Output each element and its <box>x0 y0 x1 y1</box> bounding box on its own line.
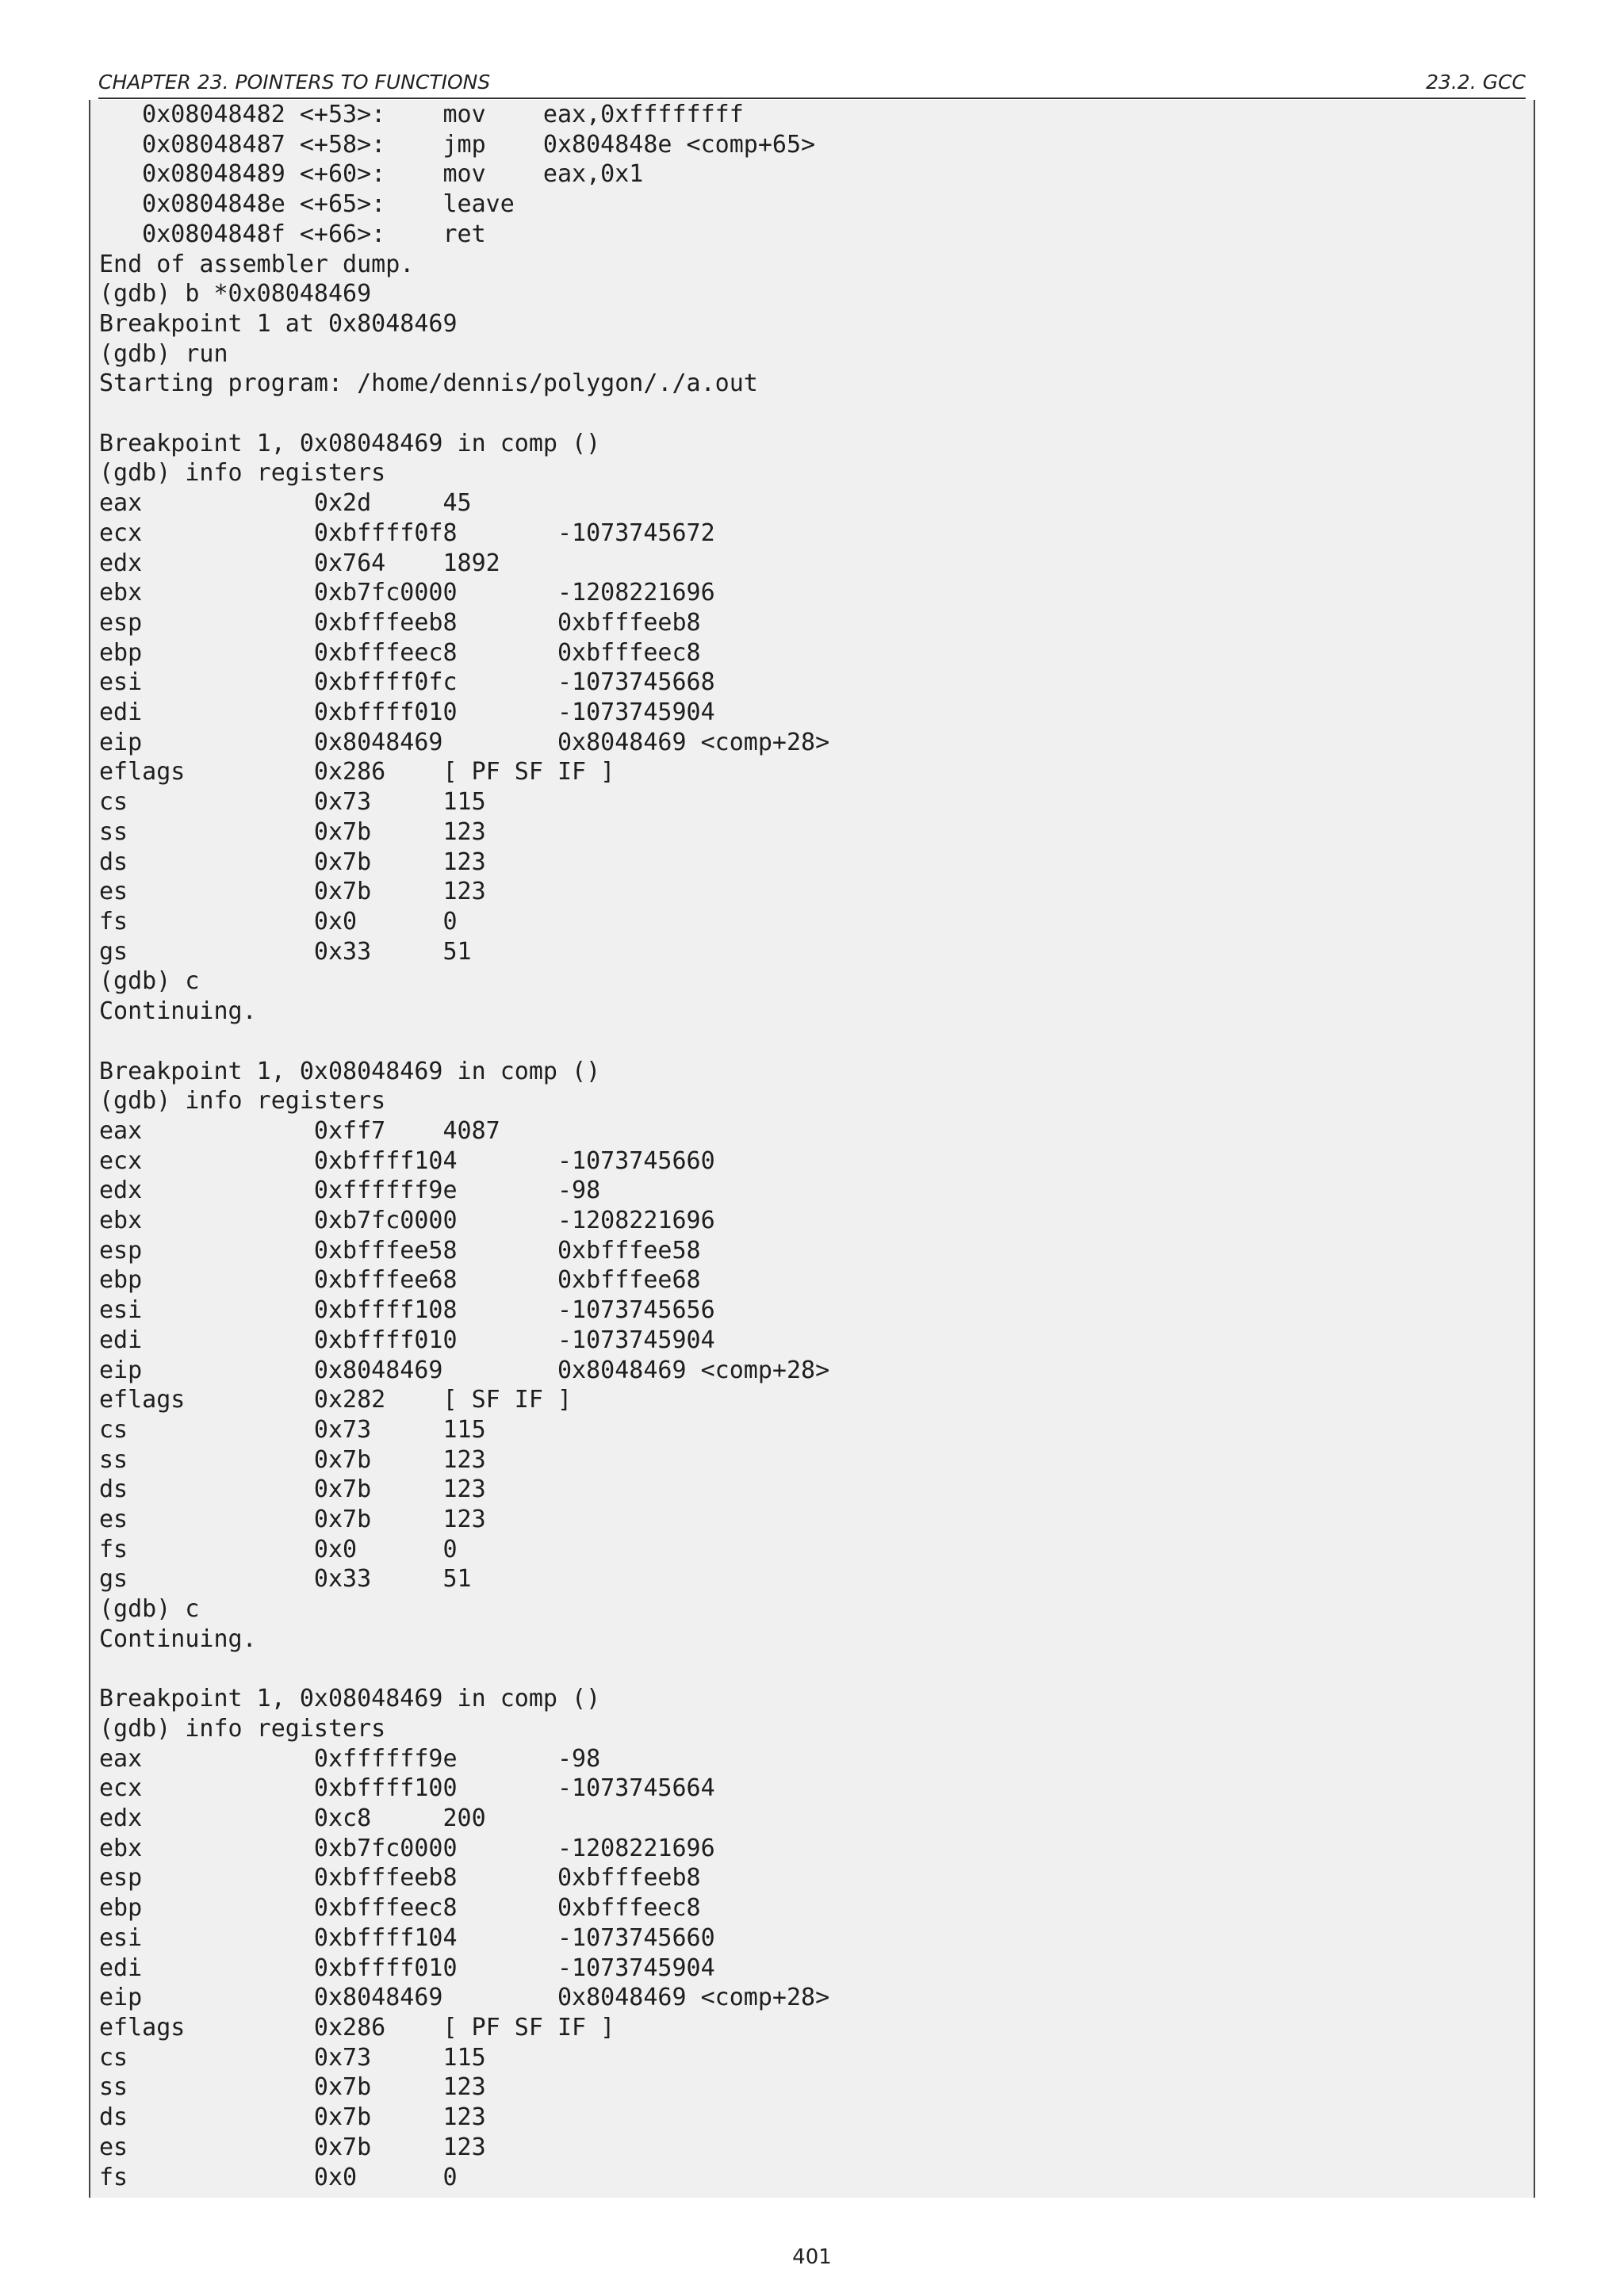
code-line <box>99 1027 1534 1057</box>
code-line: fs 0x0 0 <box>99 907 458 936</box>
header-rule <box>98 98 1526 99</box>
code-line: Continuing. <box>99 997 257 1026</box>
code-line: ss 0x7b 123 <box>99 817 486 846</box>
code-line: ebx 0xb7fc0000 -1208221696 <box>99 1834 715 1862</box>
code-line: gs 0x33 51 <box>99 937 472 966</box>
code-line: Breakpoint 1 at 0x8048469 <box>99 309 458 338</box>
code-line: 0x08048482 <+53>: mov eax,0xffffffff <box>99 101 744 128</box>
code-line: (gdb) c <box>99 967 200 996</box>
code-line: Breakpoint 1, 0x08048469 in comp () <box>99 1685 601 1713</box>
code-line: (gdb) info registers <box>99 1087 386 1115</box>
code-line: eflags 0x282 [ SF IF ] <box>99 1386 573 1414</box>
code-line: ss 0x7b 123 <box>99 1445 486 1474</box>
code-line: esi 0xbffff0fc -1073745668 <box>99 668 715 697</box>
code-line: esi 0xbffff104 -1073745660 <box>99 1923 715 1952</box>
code-line: 0x08048489 <+60>: mov eax,0x1 <box>99 160 644 189</box>
code-line: edx 0xffffff9e -98 <box>99 1177 601 1205</box>
code-line: Continuing. <box>99 1624 257 1653</box>
code-line: (gdb) b *0x08048469 <box>99 280 372 308</box>
chapter-title: CHAPTER 23. POINTERS TO FUNCTIONS <box>98 71 491 94</box>
code-line: Starting program: /home/dennis/polygon/./a.out <box>99 369 758 398</box>
code-line: Breakpoint 1, 0x08048469 in comp () <box>99 1057 601 1085</box>
code-line: eip 0x8048469 0x8048469 <comp+28> <box>99 728 830 756</box>
code-line: (gdb) run <box>99 339 228 368</box>
code-line: 0x0804848f <+66>: ret <box>99 220 486 248</box>
code-line: fs 0x0 0 <box>99 2163 458 2191</box>
code-line: es 0x7b 123 <box>99 2133 486 2161</box>
code-line: cs 0x73 115 <box>99 2043 486 2072</box>
code-line: eip 0x8048469 0x8048469 <comp+28> <box>99 1356 830 1384</box>
code-line: eax 0xff7 4087 <box>99 1116 500 1145</box>
code-line: eflags 0x286 [ PF SF IF ] <box>99 2014 615 2042</box>
code-line: ecx 0xbffff0f8 -1073745672 <box>99 519 715 547</box>
page-number: 401 <box>792 2245 832 2269</box>
code-line: eax 0xffffff9e -98 <box>99 1744 601 1773</box>
code-line: es 0x7b 123 <box>99 1506 486 1534</box>
code-line: ebp 0xbfffeec8 0xbfffeec8 <box>99 638 701 667</box>
code-line: edi 0xbffff010 -1073745904 <box>99 1954 715 1982</box>
code-lines <box>99 100 1534 2192</box>
code-line: esp 0xbfffee58 0xbfffee58 <box>99 1236 701 1265</box>
code-line: eip 0x8048469 0x8048469 <comp+28> <box>99 1984 830 2012</box>
code-line: ebx 0xb7fc0000 -1208221696 <box>99 1207 715 1235</box>
code-line: edi 0xbffff010 -1073745904 <box>99 1326 715 1354</box>
code-line: ds 0x7b 123 <box>99 2103 486 2132</box>
code-line: fs 0x0 0 <box>99 1535 458 1563</box>
code-line: (gdb) info registers <box>99 1714 386 1743</box>
code-line: cs 0x73 115 <box>99 1415 486 1444</box>
code-line: esp 0xbfffeeb8 0xbfffeeb8 <box>99 1864 701 1892</box>
code-line: esi 0xbffff108 -1073745656 <box>99 1296 715 1325</box>
code-line: 0x0804848e <+65>: leave <box>99 190 515 219</box>
section-title: 23.2. GCC <box>1426 71 1526 94</box>
code-line: eflags 0x286 [ PF SF IF ] <box>99 758 615 786</box>
code-line: ebp 0xbfffee68 0xbfffee68 <box>99 1266 701 1295</box>
code-line: cs 0x73 115 <box>99 788 486 817</box>
code-line: eax 0x2d 45 <box>99 489 472 518</box>
code-line: ebp 0xbfffeec8 0xbfffeec8 <box>99 1894 701 1923</box>
code-line: ecx 0xbffff104 -1073745660 <box>99 1146 715 1175</box>
code-line: (gdb) info registers <box>99 459 386 488</box>
code-line: edi 0xbffff010 -1073745904 <box>99 698 715 727</box>
code-line: ebx 0xb7fc0000 -1208221696 <box>99 579 715 607</box>
code-line: (gdb) c <box>99 1595 200 1624</box>
code-line: ecx 0xbffff100 -1073745664 <box>99 1774 715 1803</box>
code-line: ds 0x7b 123 <box>99 1475 486 1504</box>
code-line: edx 0x764 1892 <box>99 549 500 577</box>
code-line: edx 0xc8 200 <box>99 1804 486 1833</box>
code-line: 0x08048487 <+58>: jmp 0x804848e <comp+65> <box>99 130 816 159</box>
code-line: esp 0xbfffeeb8 0xbfffeeb8 <box>99 608 701 637</box>
running-header <box>98 68 1526 97</box>
code-listing <box>89 100 1535 2198</box>
code-line: es 0x7b 123 <box>99 878 486 906</box>
code-line: ds 0x7b 123 <box>99 848 486 876</box>
code-line <box>99 1655 1534 1685</box>
code-line: End of assembler dump. <box>99 250 415 278</box>
code-line: Breakpoint 1, 0x08048469 in comp () <box>99 429 601 457</box>
code-line: ss 0x7b 123 <box>99 2073 486 2102</box>
code-line: gs 0x33 51 <box>99 1565 472 1594</box>
code-line <box>99 399 1534 429</box>
